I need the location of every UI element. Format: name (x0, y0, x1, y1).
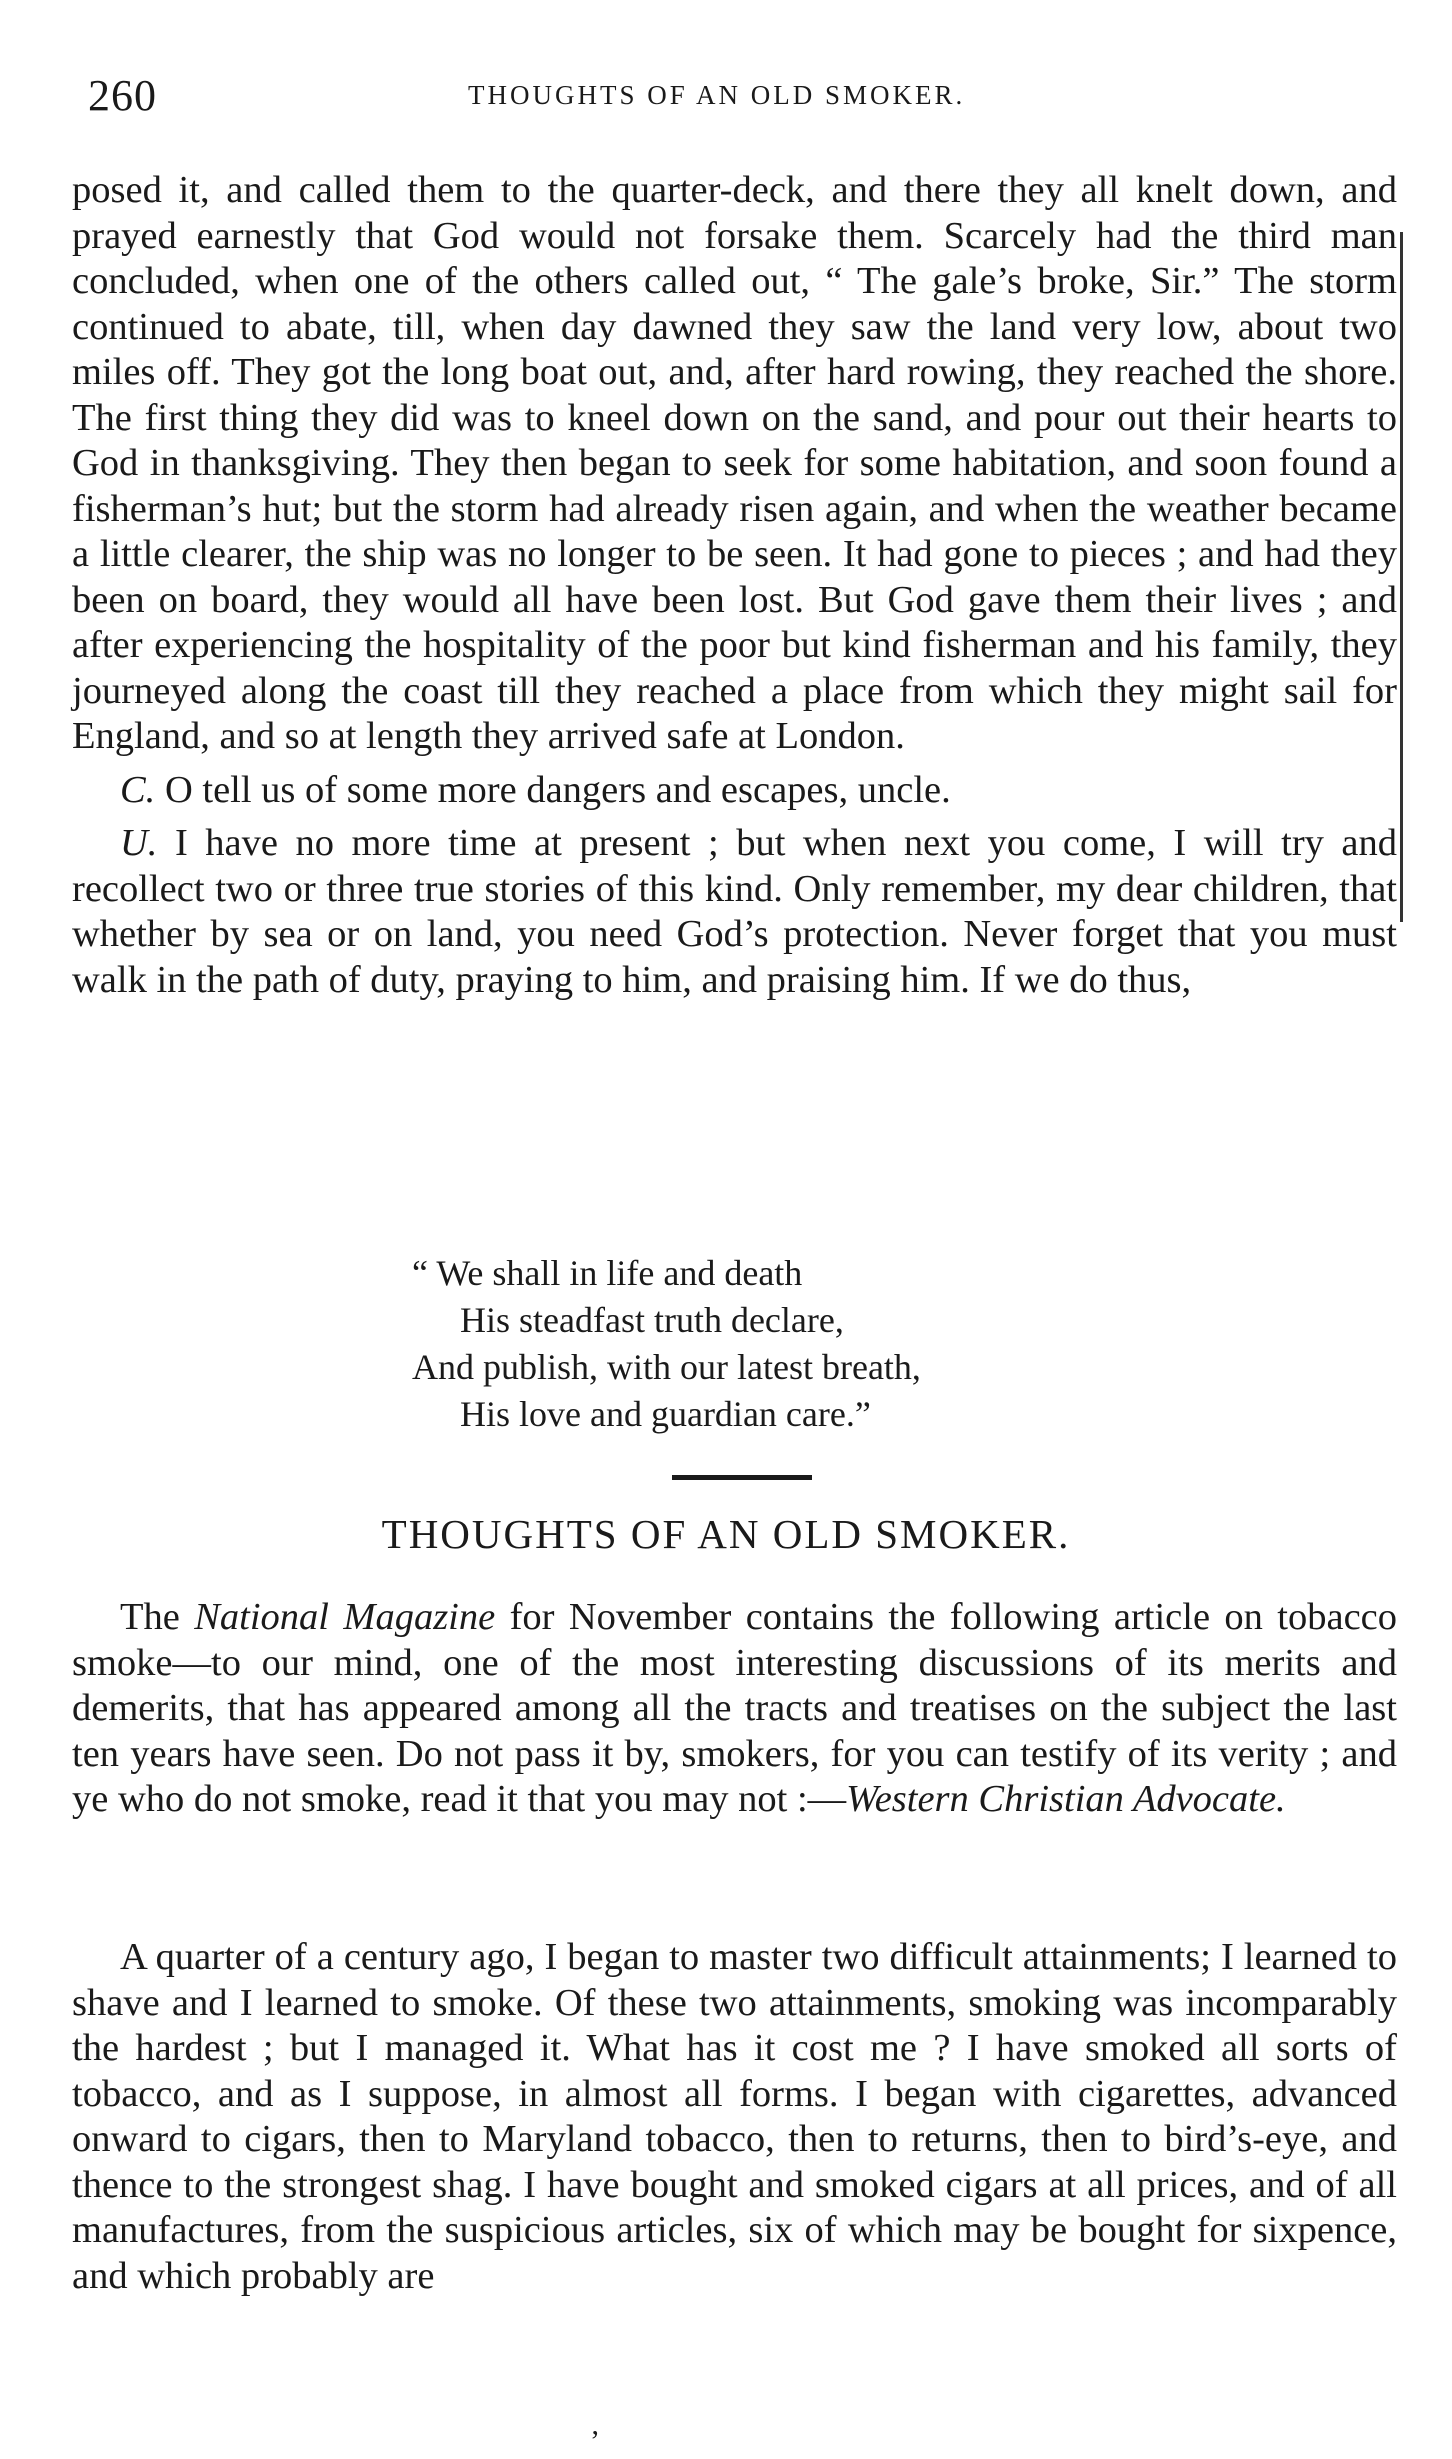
poem-line: “ We shall in life and death (412, 1253, 803, 1293)
hymn-quote (412, 1250, 1172, 1438)
page-header (88, 70, 1388, 140)
intro-paragraph (72, 1595, 1397, 1823)
article-paragraph: A quarter of a century ago, I began to master two difficult attainments; I learned to shave and I learned to smoke. Of these two attainments, smoking was incomparably the hardest ; but I managed it. What has it cost me ? I have smoked all sorts of tobacco, and as I suppose, in almost all forms. I began with cigarettes, advanced onward to cigars, then to Maryland tobacco, then to returns, then to bird’s-eye, and thence to the strongest shag. I have bought and smoked cigars at all prices, and of all manufactures, from the suspicious articles, six of which may be bought for sixpence, and which probably are (72, 1936, 1397, 2297)
dialogue-u-text: I have no more time at present ; but when next you come, I will try and recollect two or three true stories of this kind. Only remember, my dear children, that whether by sea or on land, you need God’s protection. Never forget that you must walk in the path of duty, praying to him, and praising him. If we do thus, (72, 822, 1397, 1001)
story-paragraph: posed it, and called them to the quarter-deck, and there they all knelt down, and prayed earnestly that God would not forsake them. Scarcely had the third man concluded, when one of the others called out, “ The gale’s broke, Sir.” The storm continued to abate, till, when day dawned they saw the land very low, about two miles off. They got the long boat out, and, after hard rowing, they reached the shore. The first thing they did was to kneel down on the sand, and pour out their hearts to God in thanksgiving. They then began to seek for some habitation, and soon found a fisherman’s hut; but the storm had already risen again, and when the weather became a little clearer, the ship was no longer to be seen. It had gone to pieces ; and had they been on board, they would all have been lost. But God gave them their lives ; and after experiencing the hospitality of the poor but kind fisherman and his family, they journeyed along the coast till they reached a place from which they might sail for England, and so at length they arrived safe at London. (72, 169, 1397, 757)
article-title: THOUGHTS OF AN OLD SMOKER. (381, 1511, 1071, 1557)
poem-line: His love and guardian care.” (460, 1394, 871, 1434)
article-intro (72, 1595, 1397, 1823)
margin-rule (1400, 232, 1403, 922)
printer-mark: ʼ (590, 2425, 600, 2458)
source-citation: Western Christian Advocate. (846, 1778, 1286, 1820)
running-title: THOUGHTS OF AN OLD SMOKER. (468, 80, 966, 110)
dialogue-c-text: O tell us of some more dangers and escapes, uncle. (164, 768, 951, 811)
dialogue-c (72, 768, 1397, 814)
dialogue-u (72, 821, 1397, 1003)
intro-the: The (120, 1596, 180, 1638)
section-divider (672, 1475, 812, 1480)
page-number: 260 (88, 71, 157, 120)
magazine-name: National Magazine (194, 1596, 496, 1638)
article-body (72, 1935, 1397, 2299)
speaker-u: U. (120, 822, 158, 864)
intro-text: for November contains the following article on tobacco smoke—to our mind, one of the most interesting discussions of its merits and demerits, that has appeared among all the tracts and treatises on the subject the last ten years have seen. Do not pass it by, smokers, for you can testify of its verity ; and ye who do not smoke, read it that you may not :— (72, 1596, 1398, 1820)
speaker-c: C. (120, 768, 156, 811)
story-continuation (72, 168, 1397, 1003)
poem-line: His steadfast truth declare, (460, 1300, 844, 1340)
poem-line: And publish, with our latest breath, (412, 1347, 921, 1387)
